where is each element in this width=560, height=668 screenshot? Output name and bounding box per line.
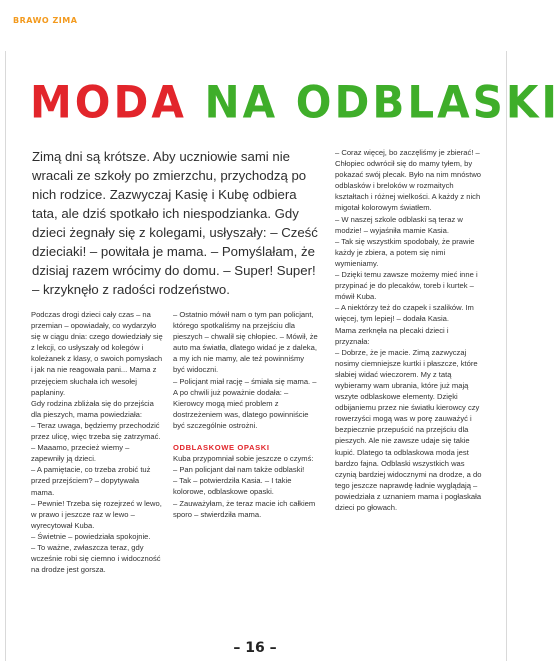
- paragraph: Podczas drogi dzieci cały czas – na przemian – opowiadały, co wydarzyło się w ciągu dnia: czego dowiedziały się z lekcji, co usłyszały od kolegów i koleżanek z klasy, o swoich pomysłach i jak na nie reagowała pani... Mama z przejęciem słuchała ich wesołej paplaniny.: [31, 310, 163, 397]
- paragraph: – Dobrze, że je macie. Zimą zazwyczaj nosimy ciemniejsze kurtki i płaszcze, które słabiej widać wieczorem. My z tatą wybieramy wam ubrania, które już mają wszyte odblaskowe elementy. Dzięki odbijaniemu przez nie światłu kierowcy czy rowerzyści mogą was w porę zauważyć i bezpiecznie przepuścić na przejściu dla pieszych. Ale nie zawsze udaje się takie kupić. Dlatego ta odblaskowa moda jest bardzo fajna. Odblaski wszystkich was czynią bardziej widocznymi na drodze, a do tego jeszcze naprawdę ładnie wyglądają – powiedziała z uznaniem mama i pogłaskała dzieci po głowach.: [335, 347, 482, 512]
- title-word-moda: MODA: [30, 76, 187, 129]
- page-number: – 16 –: [233, 640, 277, 656]
- paragraph: – Świetnie – powiedziała spokojnie.: [31, 531, 151, 541]
- paragraph: – Maaamo, przecież wiemy – zapewniły ją dzieci.: [31, 443, 130, 464]
- paragraph: – Policjant miał rację – śmiała się mama. – A po chwili już poważnie dodała: – Kierowcy mogą mieć problem z dostrzeżeniem was, dlatego powinniście być szczególnie ostrożni.: [173, 376, 317, 430]
- paragraph: – Zauważyłam, że teraz macie ich całkiem sporo – stwierdziła mama.: [173, 498, 316, 519]
- article-column-1: [31, 309, 163, 575]
- lead-text: Zimą dni są krótsze. Aby uczniowie sami nie wracali ze szkoły po zmierzchu, przychodzą po nich rodzice. Zazwyczaj Kasię i Kubę odbiera tata, ale dziś spotkało ich niespodzianka. Gdy dzieci żegnały się z kolegami, usłyszały: – Cześć dzieciaki! – powitała je mama. – Pomyślałam, że dzisiaj razem wrócimy do domu. – Super! Super! – krzyknęło z radości rodzeństwo.: [32, 149, 318, 297]
- brand-label: BRAWO ZIMA: [13, 16, 78, 25]
- paragraph: – Dzięki temu zawsze możemy mieć inne i przypinać je do plecaków, toreb i kurtek – mówił Kuba.: [335, 270, 478, 302]
- title-word-na: NA: [204, 76, 279, 129]
- paragraph: – W naszej szkole odblaski są teraz w modzie! – wyjaśniła mamie Kasia.: [335, 214, 463, 235]
- paragraph: – Pewnie! Trzeba się rozejrzeć w lewo, w prawo i jeszcze raz w lewo – wyrecytował Kuba.: [31, 498, 162, 530]
- article-column-3: [335, 147, 483, 513]
- paragraph: – Coraz więcej, bo zaczęliśmy je zbierać! – Chłopiec odwrócił się do mamy tyłem, by pokazać swój plecak. Było na nim mnóstwo odblasków i breloków w rozmaitych kształtach i różnej wielkości. A każdy z nich migotał kolorowym światłem.: [335, 148, 482, 213]
- section-subheading: ODBLASKOWE OPASKI: [173, 443, 270, 453]
- page-title: [30, 66, 560, 140]
- paragraph: – To ważne, zwłaszcza teraz, gdy wcześnie robi się ciemno i widoczność na drodze jest gorsza.: [31, 542, 161, 575]
- paragraph: – Tak – potwierdziła Kasia. – I takie kolorowe, odblaskowe opaski.: [173, 476, 292, 497]
- paragraph: – Teraz uwaga, będziemy przechodzić przez ulicę, więc trzeba się zatrzymać.: [31, 420, 161, 442]
- title-word-odblaski: ODBLASKI: [295, 76, 560, 129]
- paragraph: – A pamiętacie, co trzeba zrobić tuż przed przejściem? – dopytywała mama.: [31, 465, 151, 497]
- paragraph: Mama zerknęła na plecaki dzieci i przyznała:: [335, 325, 449, 346]
- lead-paragraph: [32, 147, 324, 299]
- paragraph: – A niektórzy też do czapek i szalików. Im więcej, tym lepiej! – dodała Kasia.: [335, 303, 474, 324]
- paragraph: – Pan policjant dał nam także odblaski!: [173, 465, 305, 475]
- article-column-2: [173, 309, 318, 520]
- paragraph: – Ostatnio mówił nam o tym pan policjant, którego spotkaliśmy na przejściu dla pieszych – chwalił się chłopiec. – Mówił, że auto ma światła, dlatego widać je z daleka, a my ich nie mamy, ale też powinniśmy być widoczni.: [173, 310, 318, 375]
- paragraph: Kuba przypomniał sobie jeszcze o czymś:: [173, 454, 314, 464]
- paragraph: – Tak się wszystkim spodobały, że prawie każdy je zbiera, a potem się nimi wymieniamy.: [335, 236, 475, 268]
- paragraph: Gdy rodzina zbliżała się do przejścia dla pieszych, mama powiedziała:: [31, 398, 154, 419]
